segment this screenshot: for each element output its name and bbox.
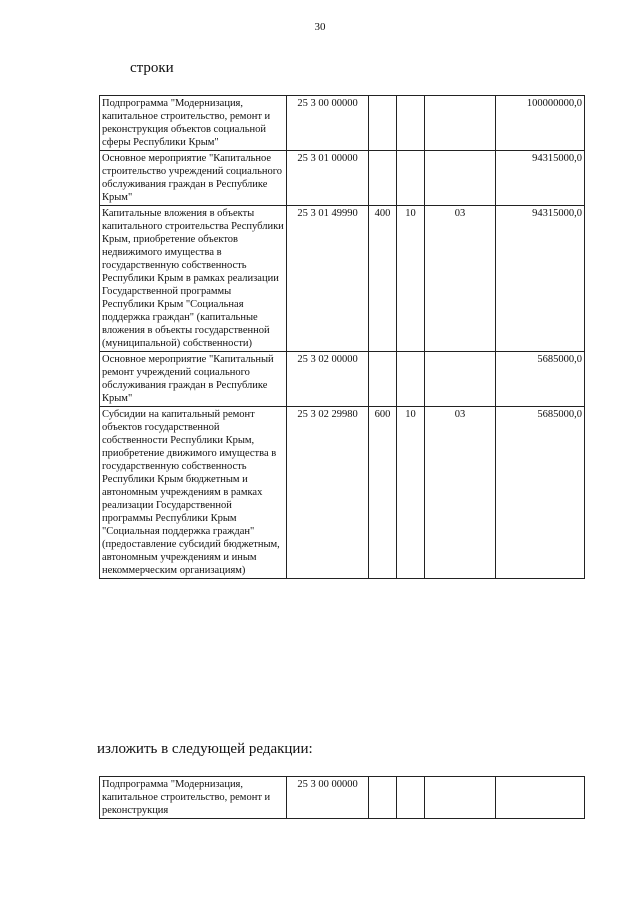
- row-pr: [425, 777, 496, 819]
- row-code: 25 3 01 49990: [287, 206, 369, 352]
- row-sum: 100000000,0: [496, 96, 585, 151]
- budget-table-new: [99, 776, 585, 819]
- table-row: [100, 407, 585, 579]
- row-name: Подпрограмма "Модернизация, капитальное строительство, ремонт и реконструкция: [100, 777, 287, 819]
- row-vr: [369, 151, 397, 206]
- row-vr: 400: [369, 206, 397, 352]
- table-row: [100, 352, 585, 407]
- row-rz: [397, 777, 425, 819]
- row-pr: 03: [425, 407, 496, 579]
- row-sum: 5685000,0: [496, 352, 585, 407]
- row-rz: [397, 352, 425, 407]
- row-rz: [397, 96, 425, 151]
- table-row: [100, 96, 585, 151]
- row-pr: [425, 96, 496, 151]
- row-rz: [397, 151, 425, 206]
- row-code: 25 3 02 00000: [287, 352, 369, 407]
- row-vr: [369, 777, 397, 819]
- row-rz: 10: [397, 407, 425, 579]
- heading-new-edition: изложить в следующей редакции:: [97, 741, 313, 757]
- row-name: Основное мероприятие "Капитальное строительство учреждений социального обслуживания граждан в Республике Крым": [100, 151, 287, 206]
- row-code: 25 3 02 29980: [287, 407, 369, 579]
- table-row: [100, 151, 585, 206]
- row-name: Субсидии на капитальный ремонт объектов государственной собственности Республики Крым, приобретение движимого имущества в государственную собственность Республики Крым бюджетным и автономным учреждениям в рамках реализации Государственной программы Республики Крым "Социальная поддержка граждан" (предоставление субсидий бюджетным, автономным учреждениям и иным некоммерческим организациям): [100, 407, 287, 579]
- row-code: 25 3 00 00000: [287, 96, 369, 151]
- budget-table-old: [99, 95, 585, 579]
- row-pr: [425, 151, 496, 206]
- row-sum: 94315000,0: [496, 151, 585, 206]
- row-rz: 10: [397, 206, 425, 352]
- row-name: Капитальные вложения в объекты капитального строительства Республики Крым, приобретение объектов недвижимого имущества в государственную собственность Республики Крым в рамках реализации Государственной программы Республики Крым "Социальная поддержка граждан" (капитальные вложения в объекты государственной (муниципальной) собственности): [100, 206, 287, 352]
- row-vr: 600: [369, 407, 397, 579]
- row-sum: 5685000,0: [496, 407, 585, 579]
- table-row: [100, 206, 585, 352]
- row-pr: [425, 352, 496, 407]
- table-row: [100, 777, 585, 819]
- heading-old-rows: строки: [130, 60, 174, 76]
- row-sum: 94315000,0: [496, 206, 585, 352]
- page-number: 30: [314, 21, 326, 33]
- row-code: 25 3 00 00000: [287, 777, 369, 819]
- row-vr: [369, 96, 397, 151]
- row-pr: 03: [425, 206, 496, 352]
- row-name: Основное мероприятие "Капитальный ремонт учреждений социального обслуживания граждан в Республике Крым": [100, 352, 287, 407]
- row-sum: [496, 777, 585, 819]
- row-name: Подпрограмма "Модернизация, капитальное строительство, ремонт и реконструкция объектов социальной сферы Республики Крым": [100, 96, 287, 151]
- row-code: 25 3 01 00000: [287, 151, 369, 206]
- row-vr: [369, 352, 397, 407]
